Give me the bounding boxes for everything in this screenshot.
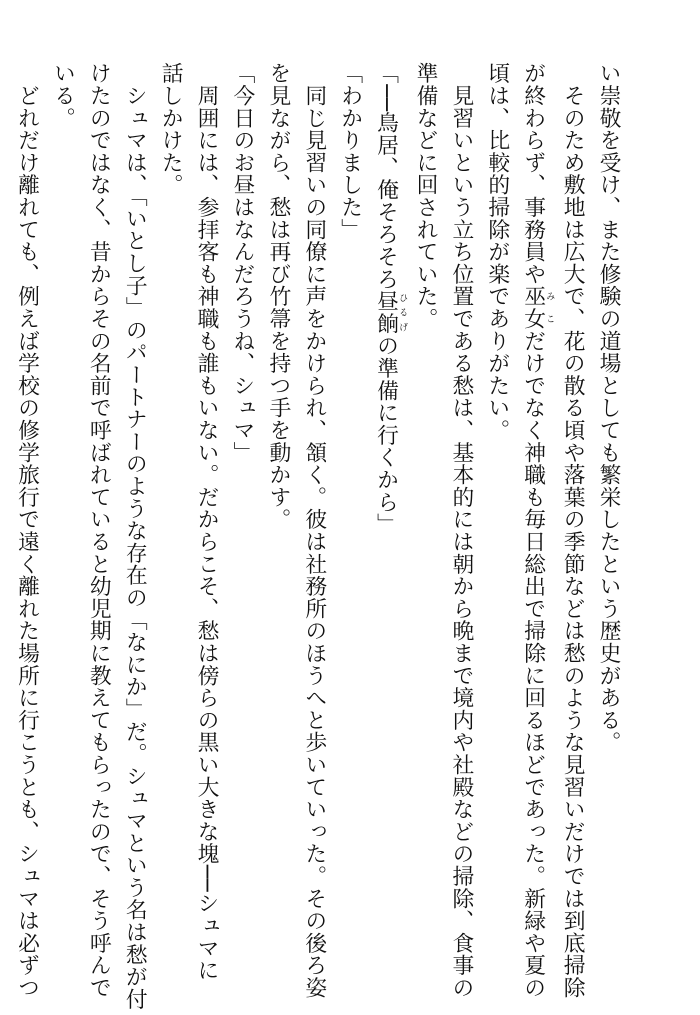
ruby-miko-reading: みこ (544, 285, 555, 330)
text-line-6: 準備などに回されていた。 (412, 62, 438, 330)
text-line-5: 見習いという立ち位置である愁は、基本的には朝から晩まで境内や社殿などの掃除、食事の (448, 62, 474, 999)
ruby-miko (520, 285, 555, 330)
ruby-hiruge-base: 昼餉 (373, 289, 399, 335)
ruby-hiruge (373, 289, 408, 335)
text-line-9: 同じ見習いの同僚に声をかけられ、頷く。彼は社務所のほうへと歩いていった。その後ろ姿 (301, 62, 327, 999)
text-line-14: シュマは、「いとし子」のパートナーのような存在の「なにか」だ。シュマという名は愁が付 (122, 62, 148, 1010)
text-line-1: い崇敬を受け、また修験の道場としても繁栄したという歴史がある。 (596, 62, 621, 754)
text-line-3 (515, 62, 555, 999)
text-line-7 (368, 62, 407, 962)
text-line-2: そのため敷地は広大で、花の散る頃や落葉の季節などは愁のような見習いだけでは到底掃除 (560, 62, 586, 999)
text-line-17: どれだけ離れても、例えば学校の修学旅行で遠く離れた場所に行こうとも、シュマは必ずつ (14, 62, 40, 999)
text-line-8: 「わかりました」 (337, 62, 363, 241)
text-line-11: 「今日のお昼はなんだろうね、シュマ」 (229, 62, 255, 464)
ruby-miko-base: 巫女 (520, 285, 546, 330)
ruby-hiruge-reading: ひるげ (397, 289, 408, 335)
text-line-16: いる。 (50, 62, 76, 129)
text-line-10: を見ながら、愁は再び竹箒を持つ手を動かす。 (265, 62, 291, 531)
text-line-12: 周囲には、参拝客も神職も誰もいない。だからこそ、愁は傍らの黒い大きな塊──シュマに (194, 62, 220, 982)
text-line-7-part-a: 「──鳥居、俺そろそろ (373, 62, 399, 290)
vertical-body-text (9, 62, 626, 1010)
text-line-7-part-b: の準備に行くから」 (373, 334, 399, 536)
text-line-3-part-a: が終わらず、事務員や (520, 62, 546, 285)
text-line-13: 話しかけた。 (158, 62, 184, 196)
text-line-15: けたのではなく、昔からその名前で呼ばれていると幼児期に教えてもらったので、そう呼んで (86, 62, 112, 999)
text-line-4: 頃は、比較的掃除が楽でありがたい。 (484, 62, 510, 442)
text-line-3-part-b: だけでなく神職も毎日総出で掃除に回るほどであった。新緑や夏の (520, 329, 546, 999)
